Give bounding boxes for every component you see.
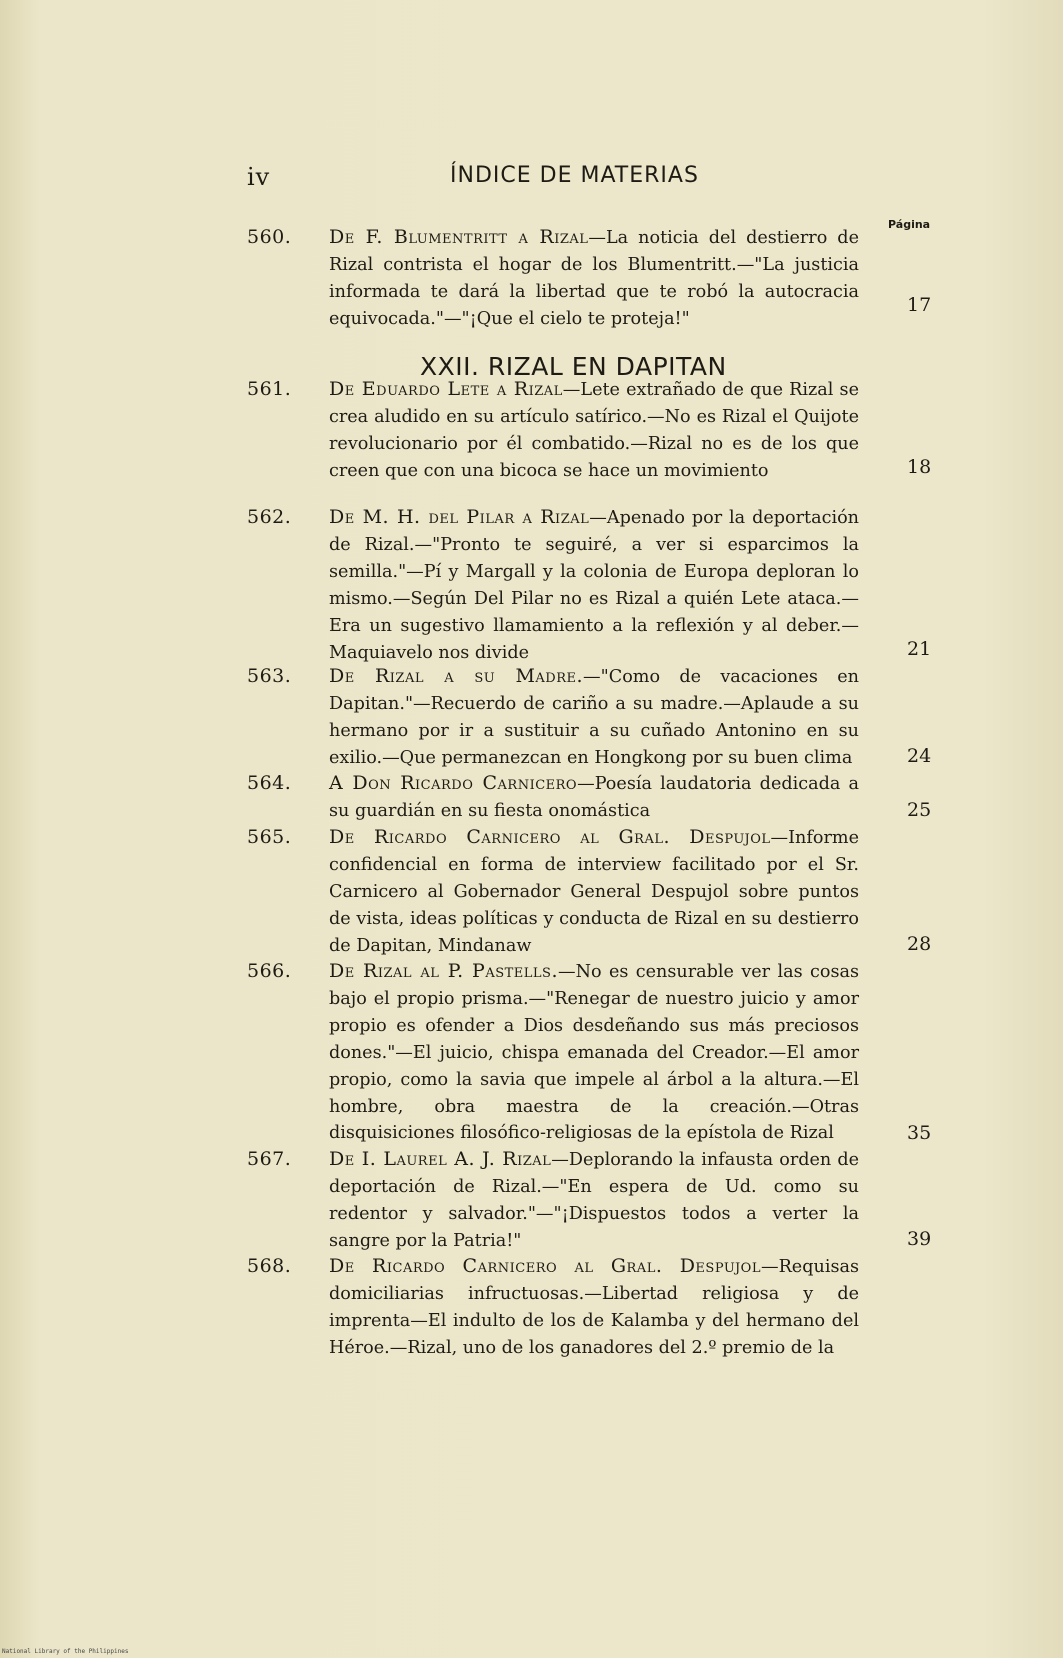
- entry-heading: De Ricardo Carnicero al Gral. Despujol: [329, 1255, 761, 1277]
- entry-number: 560.: [247, 226, 292, 248]
- entry-text: —Apenado por la deportación de Rizal.—"Pronto te seguiré, a ver si esparcimos la semilla."—Pí y Margall y la colonia de Europa deploran lo mismo.—Según Del Pilar no es Rizal a quién Lete ataca.—Era un sugestivo llamamiento a la reflexión y al deber.—Maquiavelo nos divide: [329, 508, 859, 663]
- entry-page: 25: [907, 799, 932, 821]
- entry-text: —"Como de vacaciones en Dapitan."—Recuerdo de cariño a su madre.—Aplaude a su hermano por ir a sustituir a su cuñado Antonino en su exilio.—Que permanezcan en Hongkong por su buen clima: [329, 667, 859, 768]
- entry-number: 564.: [247, 772, 292, 794]
- entry-text: —La noticia del destierro de Rizal contrista el hogar de los Blumentritt.—"La justicia informada te dará la libertad que te robó la autocracia equivocada."—"¡Que el cielo te proteja!": [329, 228, 859, 329]
- entry-number: 561.: [247, 378, 292, 400]
- entry-page: 28: [907, 933, 932, 955]
- section-title: XXII. RIZAL EN DAPITAN: [420, 352, 727, 381]
- entry-text: —Poesía laudatoria dedicada a su guardián en su fiesta onomástica: [329, 774, 860, 821]
- entry-heading: De Rizal al P. Pastells.: [329, 960, 558, 982]
- entry-text: —Lete extrañado de que Rizal se crea aludido en su artículo satírico.—No es Rizal el Quijote revolucionario por él combatido.—Rizal no es de los que creen que con una bicoca se hace un movimiento: [329, 380, 859, 481]
- entry-text: —Informe confidencial en forma de interview facilitado por el Sr. Carnicero al Gobernador General Despujol sobre puntos de vista, ideas políticas y conducta de Rizal en su destierro de Dapitan, Mindanaw: [329, 828, 859, 956]
- entry-number: 563.: [247, 665, 292, 687]
- entry-heading: De Eduardo Lete a Rizal: [329, 378, 563, 400]
- entry-page: 21: [907, 638, 932, 660]
- entry-heading: De Rizal a su Madre.: [329, 665, 584, 687]
- entry-heading: De I. Laurel A. J. Rizal: [329, 1148, 552, 1170]
- entry-heading: De M. H. del Pilar a Rizal: [329, 506, 590, 528]
- entry-heading: A Don Ricardo Carnicero: [329, 772, 578, 794]
- page-column-label: Página: [888, 218, 931, 231]
- entry-heading: De Ricardo Carnicero al Gral. Despujol: [329, 826, 771, 848]
- entry-heading: De F. Blumentritt a Rizal: [329, 226, 589, 248]
- entry-number: 567.: [247, 1148, 292, 1170]
- entry-number: 566.: [247, 960, 292, 982]
- entry-page: 35: [907, 1122, 932, 1144]
- entry-number: 565.: [247, 826, 292, 848]
- entry-page: 17: [907, 294, 932, 316]
- entry-page: 24: [907, 745, 932, 767]
- entry-text: —No es censurable ver las cosas bajo el propio prisma.—"Renegar de nuestro juicio y amor propio es ofender a Dios desdeñando sus más preciosos dones."—El juicio, chispa emanada del Creador.—El amor propio, como la savia que impele al árbol a la altura.—El hombre, obra maestra de la creación.—Otras disquisiciones filosófico-religiosas de la epístola de Rizal: [329, 962, 859, 1144]
- entry-text: —Deplorando la infausta orden de deportación de Rizal.—"En espera de Ud. como su redentor y salvador."—"¡Dispuestos todos a verter la sangre por la Patria!": [329, 1150, 860, 1251]
- entry-number: 568.: [247, 1255, 292, 1277]
- entry-page: 39: [907, 1228, 932, 1250]
- footer-credit: National Library of the Philippines: [2, 1648, 129, 1655]
- entry-page: 18: [907, 456, 932, 478]
- entry-text: —Requisas domiciliarias infructuosas.—Libertad religiosa y de imprenta—El indulto de los de Kalamba y del hermano del Héroe.—Rizal, uno de los ganadores del 2.º premio de la: [329, 1257, 859, 1358]
- entry-number: 562.: [247, 506, 292, 528]
- page-number: iv: [247, 163, 271, 191]
- page-title: ÍNDICE DE MATERIAS: [450, 163, 699, 188]
